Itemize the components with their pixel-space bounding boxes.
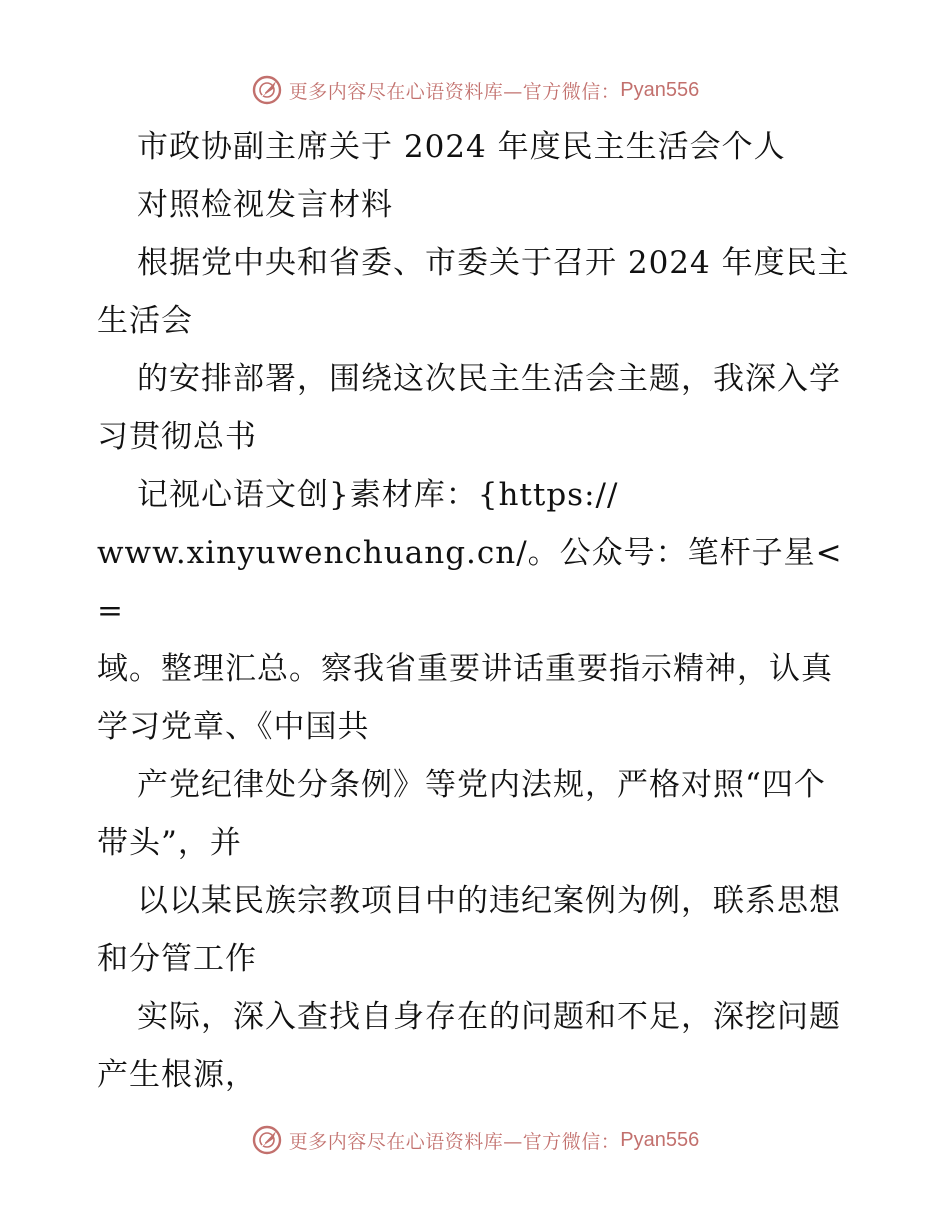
quill-pen-logo-icon [251, 74, 283, 106]
paragraph-line: 记视心语文创}素材库：{https:// [137, 477, 619, 513]
paragraph-line: 的安排部署，围绕这次民主生活会主题，我深入学习贯彻总书 [97, 361, 841, 455]
footer-watermark-banner [0, 1120, 950, 1160]
banner-text: 更多内容尽在心语资料库—官方微信： [288, 80, 621, 103]
document-body [97, 118, 857, 1104]
banner-wechat-id: Pyan556 [620, 78, 700, 101]
banner-wechat-id: Pyan556 [620, 1128, 700, 1151]
paragraph-line: 产党纪律处分条例》等党内法规，严格对照“四个带头”，并 [97, 767, 826, 861]
document-title-line-2: 对照检视发言材料 [137, 187, 393, 223]
quill-pen-logo-icon [251, 1124, 283, 1156]
paragraph-line: 域。整理汇总。察我省重要讲话重要指示精神，认真学习党章、《中国共 [97, 651, 833, 745]
paragraph-line: 实际，深入查找自身存在的问题和不足，深挖问题产生根源， [97, 999, 841, 1093]
paragraph-line: www.xinyuwenchuang.cn/。公众号：笔杆子星<= [97, 535, 843, 629]
document-title-line-1: 市政协副主席关于 2024 年度民主生活会个人 [137, 129, 786, 165]
paragraph-line: 以以某民族宗教项目中的违纪案例为例，联系思想和分管工作 [97, 883, 841, 977]
banner-text: 更多内容尽在心语资料库—官方微信： [288, 1130, 621, 1153]
paragraph-line: 根据党中央和省委、市委关于召开 2024 年度民主生活会 [97, 245, 850, 339]
header-watermark-banner [0, 70, 950, 110]
